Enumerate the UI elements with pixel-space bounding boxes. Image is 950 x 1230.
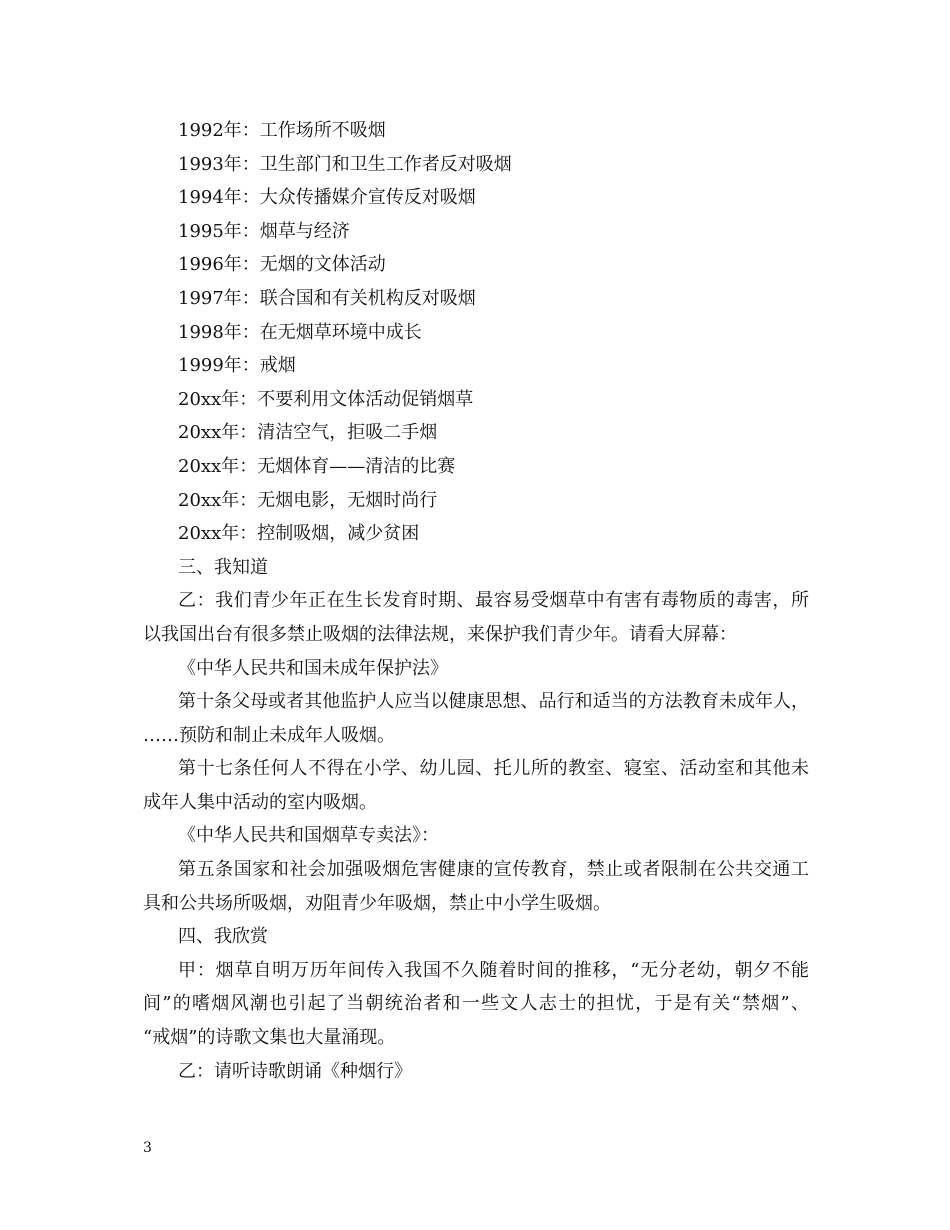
text-line: 乙：请听诗歌朗诵《种烟行》 [178,1060,412,1082]
text-line: 20xx年：不要利用文体活动促销烟草 [178,388,474,410]
text-line: 间”的嗜烟风潮也引起了当朝统治者和一些文人志士的担忧，于是有关“禁烟”、 [143,993,809,1015]
text-line: 1994年：大众传播媒介宣传反对吸烟 [178,187,476,209]
text-line: 1997年：联合国和有关机构反对吸烟 [178,287,476,309]
text-line: 第十七条任何人不得在小学、幼儿园、托儿所的教室、寝室、活动室和其他未 [178,758,809,780]
text-line: 1996年：无烟的文体活动 [178,254,386,276]
text-line: 以我国出台有很多禁止吸烟的法律法规，来保护我们青少年。请看大屏幕： [143,623,737,645]
text-line: 《中华人民共和国未成年保护法》 [178,657,448,679]
text-line: 具和公共场所吸烟，劝阻青少年吸烟，禁止中小学生吸烟。 [143,892,611,914]
text-line: 20xx年：控制吸烟，减少贫困 [178,523,420,545]
text-line: 四、我欣赏 [178,926,268,948]
text-line: 1998年：在无烟草环境中成长 [178,321,422,343]
text-line: 20xx年：清洁空气，拒吸二手烟 [178,422,438,444]
text-line: 1999年：戒烟 [178,355,296,377]
text-line: 甲：烟草自明万历年间传入我国不久随着时间的推移，“无分老幼，朝夕不能 [178,959,809,981]
text-line: 20xx年：无烟体育——清洁的比赛 [178,455,456,477]
text-line: 1992年：工作场所不吸烟 [178,120,386,141]
document-body [143,114,809,1088]
text-line: “戒烟”的诗歌文集也大量涌现。 [143,1027,396,1049]
text-line: 1993年：卫生部门和卫生工作者反对吸烟 [178,153,512,175]
text-line: 《中华人民共和国烟草专卖法》： [178,825,439,847]
text-line: 乙：我们青少年正在生长发育时期、最容易受烟草中有害有毒物质的毒害，所 [178,590,809,612]
text-line: ……预防和制止未成年人吸烟。 [143,724,395,746]
text-line: 第五条国家和社会加强吸烟危害健康的宣传教育，禁止或者限制在公共交通工 [178,859,809,881]
text-line: 第十条父母或者其他监护人应当以健康思想、品行和适当的方法教育未成年人， [178,691,809,713]
text-line: 1995年：烟草与经济 [178,220,350,242]
text-line: 20xx年：无烟电影，无烟时尚行 [178,489,438,511]
text-line: 成年人集中活动的室内吸烟。 [143,791,377,813]
page-number: 3 [143,1140,152,1156]
text-line: 三、我知道 [178,556,268,578]
